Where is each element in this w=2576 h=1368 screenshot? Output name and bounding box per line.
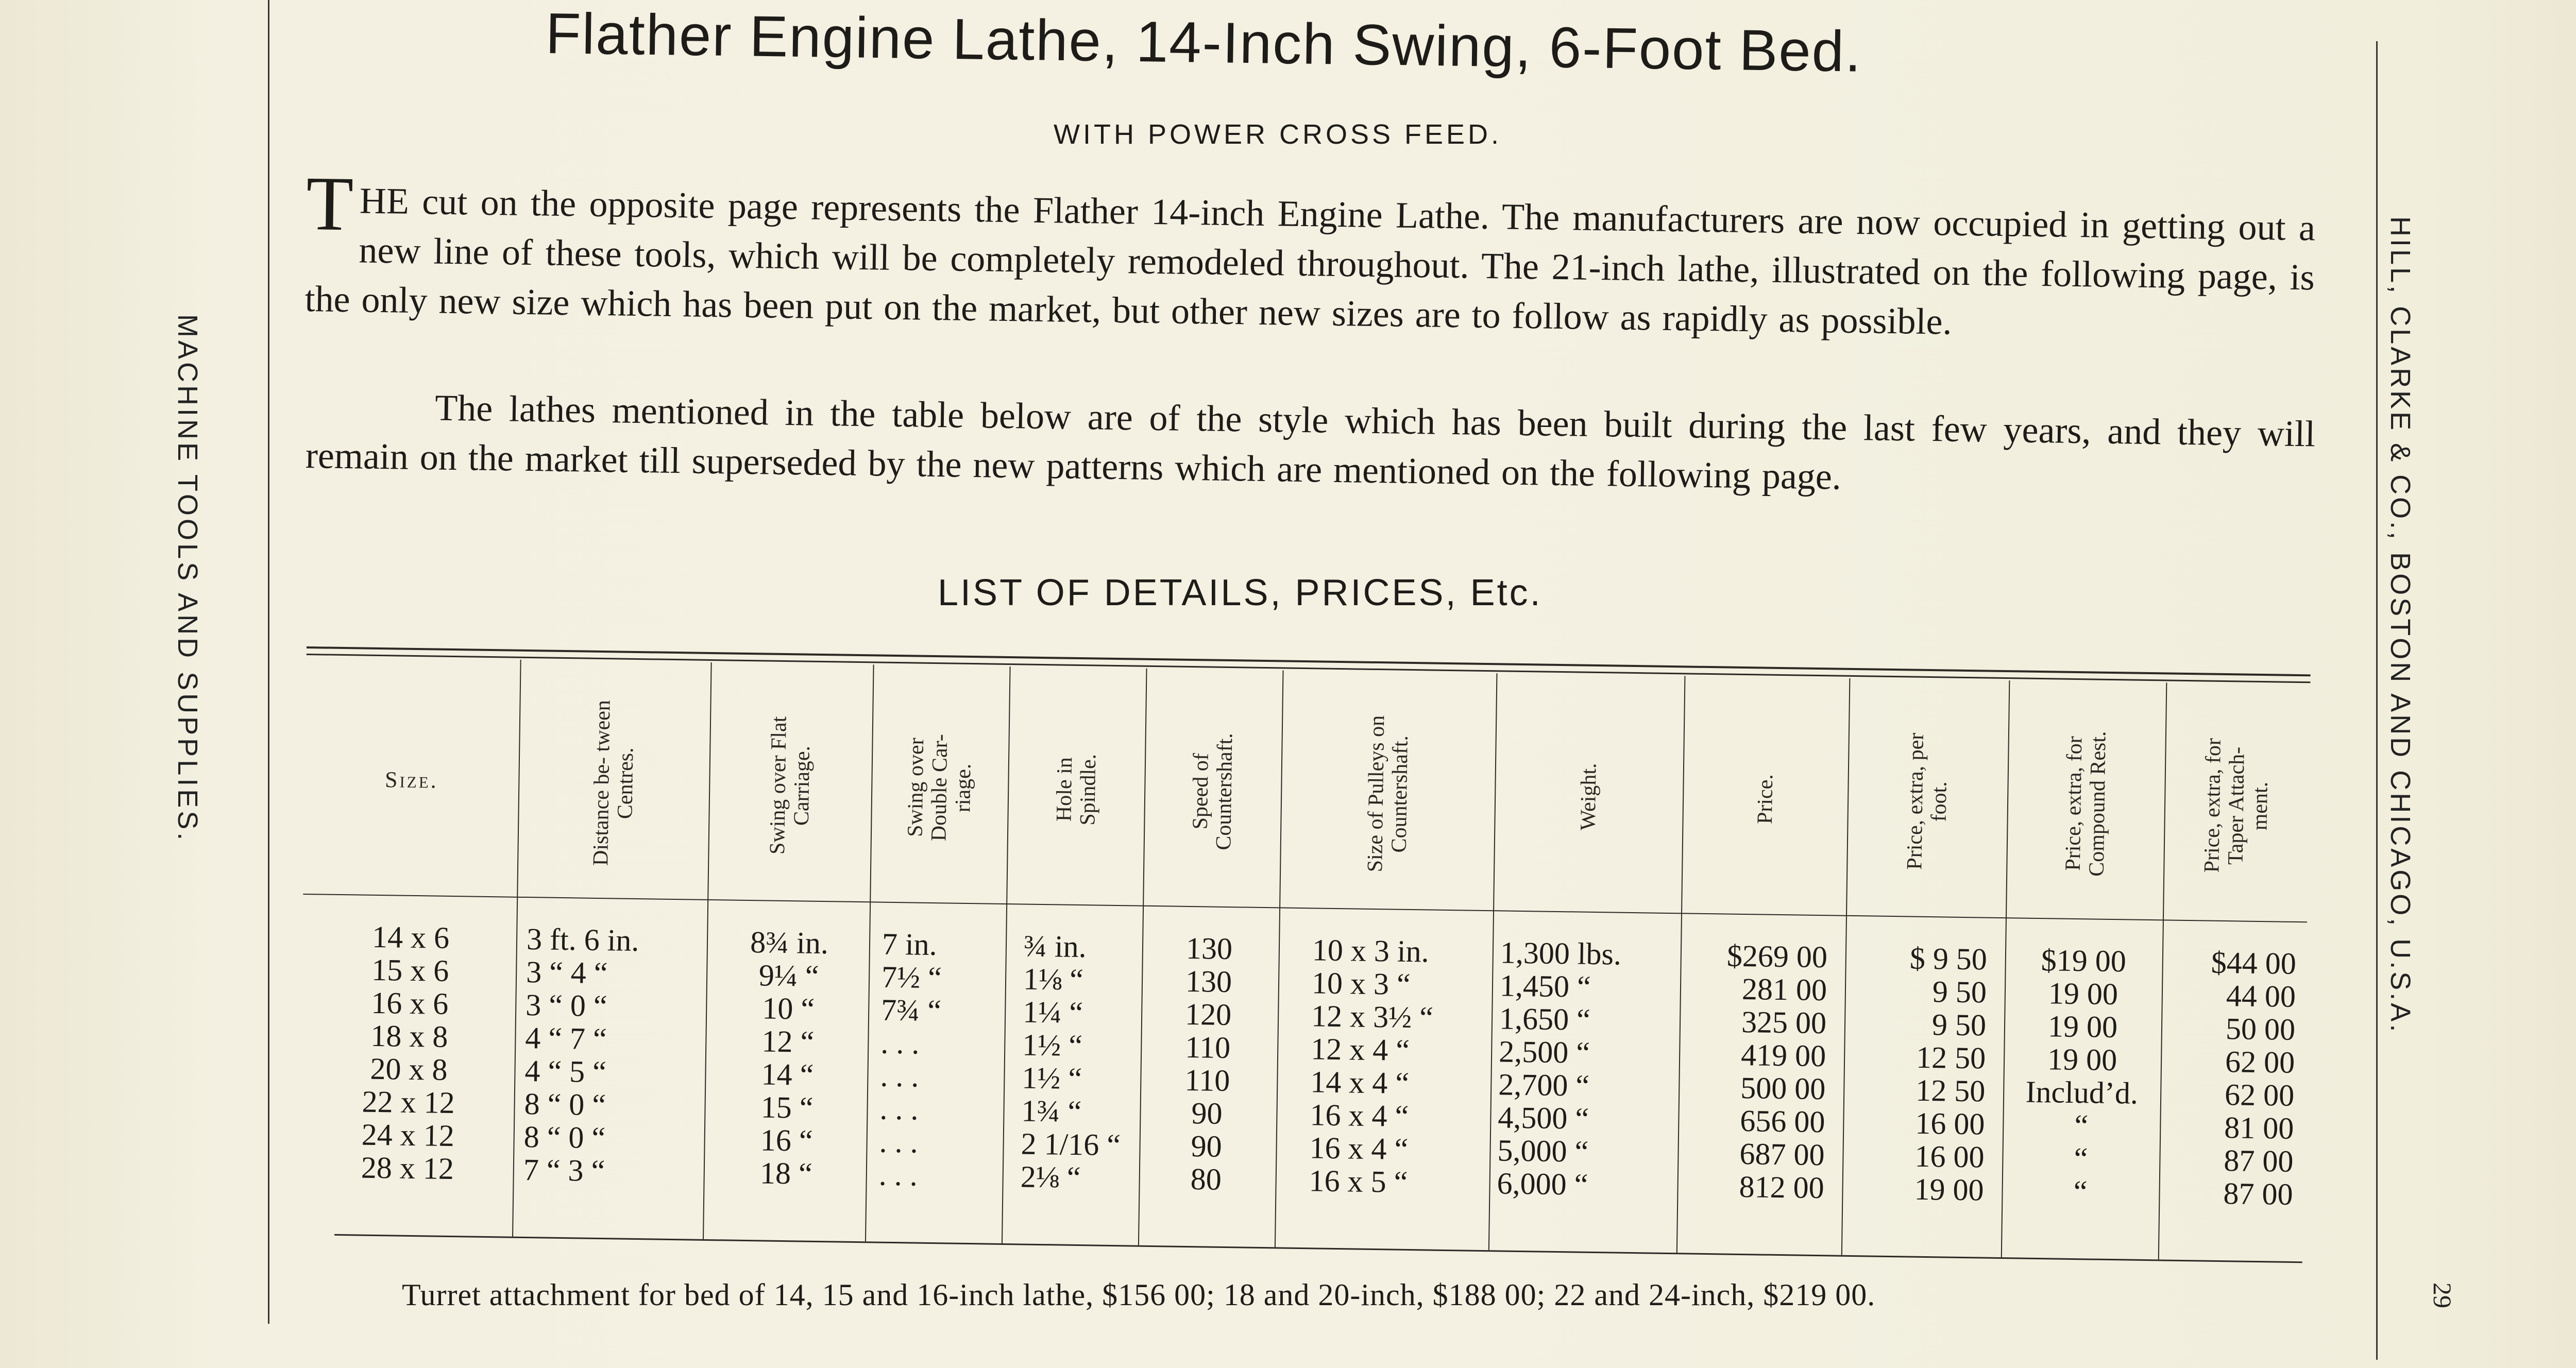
cell-swing-double: 7½ “: [881, 960, 942, 995]
cell-price-foot: 19 00: [1914, 1172, 1985, 1207]
cell-hole: 2⅛ “: [1020, 1159, 1081, 1195]
cell-pulleys: 10 x 3 in.: [1312, 933, 1430, 969]
drop-cap: T: [306, 161, 354, 247]
column-price-foot: [1850, 941, 1987, 1207]
cell-swing-double: . . .: [880, 1025, 920, 1061]
details-price-table: [298, 646, 2311, 1279]
header-speed-text: Speed of Countershaft.: [1188, 732, 1238, 850]
header-price-taper: [2163, 694, 2310, 917]
cell-swing-double: . . .: [879, 1124, 919, 1159]
cell-hole: 1½ “: [1022, 1028, 1083, 1063]
header-speed: [1143, 680, 1282, 903]
second-paragraph: The lathes mentioned in the table below are of the style which has been built during the last few years, and they will remain on the market till superseded by the new patterns which are mentioned on the following page.: [305, 387, 2316, 498]
right-border-rule: [2376, 41, 2378, 1360]
cell-weight: 1,450 “: [1499, 968, 1591, 1004]
cell-price-foot: 16 00: [1914, 1106, 1985, 1141]
header-hole: [1006, 678, 1146, 901]
cell-price: 419 00: [1740, 1037, 1826, 1073]
cell-swing-flat: 9¼ “: [758, 958, 819, 993]
cell-price-taper: 50 00: [2225, 1012, 2296, 1047]
cell-speed: 80: [1190, 1162, 1222, 1196]
cell-swing-double: . . .: [879, 1091, 919, 1126]
cell-distance: 4 “ 7 “: [524, 1021, 607, 1056]
cell-speed: 130: [1185, 931, 1233, 966]
column-price: [1685, 939, 1827, 1205]
header-swing-double-text: Swing over Double Car- riage.: [903, 733, 976, 842]
cell-weight: 6,000 “: [1497, 1166, 1588, 1202]
cell-price-compound: Includ’d.: [2025, 1074, 2139, 1110]
page-number: 29: [2428, 1282, 2457, 1308]
cell-price-compound: 19 00: [2047, 1042, 2117, 1078]
cell-size: 28 x 12: [361, 1150, 454, 1186]
cell-swing-double: . . .: [880, 1058, 919, 1093]
cell-price-taper: 81 00: [2224, 1110, 2294, 1145]
cell-price-foot: 12 50: [1916, 1040, 1986, 1075]
cell-price-foot: $ 9 50: [1909, 941, 1988, 977]
cell-hole: 1¼ “: [1022, 995, 1083, 1030]
cell-size: 20 x 8: [370, 1051, 448, 1087]
header-price: [1681, 687, 1849, 911]
column-swing-flat: [711, 925, 864, 1191]
cell-distance: 3 “ 0 “: [525, 988, 608, 1023]
table-bottom-rule: [334, 1234, 2302, 1263]
header-price-foot-text: Price, extra, per foot.: [1903, 732, 1952, 870]
header-swing-flat-text: Swing over Flat Carriage.: [765, 716, 815, 855]
cell-pulleys: 16 x 4 “: [1309, 1131, 1409, 1166]
intro-paragraph-text: HE cut on the opposite page represents the Flather 14-inch Engine Lathe. The manufacturers are now occupied in getting out a new line of these tools, which will be completely remodeled throughout. The 21-inch lathe, illustrated on the following page, is the only new size which has been put on the market, but other new sizes are to follow as rapidly as possible.: [304, 180, 2316, 343]
header-size-text: Size.: [384, 767, 439, 793]
header-price-compound-text: Price, extra, for Compound Rest.: [2061, 731, 2111, 877]
left-border-rule: [268, 0, 269, 1324]
cell-weight: 4,500 “: [1497, 1100, 1589, 1136]
cell-distance: 4 “ 5 “: [524, 1053, 607, 1089]
cell-pulleys: 16 x 4 “: [1310, 1098, 1409, 1133]
cell-price-taper: 44 00: [2226, 979, 2296, 1014]
cell-swing-flat: 14 “: [761, 1057, 814, 1092]
header-swing-flat: [707, 674, 873, 897]
column-weight: [1497, 936, 1675, 1202]
cell-swing-double: 7¾ “: [880, 993, 942, 1028]
cell-pulleys: 14 x 4 “: [1310, 1065, 1410, 1100]
cell-weight: 2,700 “: [1498, 1067, 1590, 1103]
header-price-compound: [2006, 692, 2166, 915]
cell-size: 14 x 6: [371, 919, 450, 955]
header-price-taper-text: Price, extra, for Taper Attach- ment.: [2200, 738, 2273, 873]
cell-weight: 2,500 “: [1498, 1034, 1590, 1070]
side-caption-right: HILL, CLARKE & CO., BOSTON AND CHICAGO, U.S.A.: [2385, 216, 2416, 1035]
cell-swing-flat: 16 “: [760, 1123, 813, 1158]
column-size: [330, 920, 488, 1186]
cell-price: $269 00: [1726, 938, 1828, 974]
cell-speed: 120: [1184, 997, 1232, 1032]
cell-price: 500 00: [1740, 1070, 1826, 1106]
cell-price-foot: 16 00: [1914, 1139, 1985, 1174]
column-price-compound: [2004, 943, 2160, 1209]
cell-pulleys: 12 x 4 “: [1310, 1032, 1410, 1067]
cell-distance: 8 “ 0 “: [523, 1119, 606, 1155]
column-pulleys: [1309, 933, 1487, 1200]
cell-price-taper: 62 00: [2225, 1045, 2295, 1080]
cell-swing-flat: 18 “: [759, 1156, 813, 1191]
cell-swing-flat: 12 “: [761, 1024, 815, 1059]
cell-weight: 5,000 “: [1497, 1133, 1589, 1169]
cell-hole: 1¾ “: [1021, 1093, 1082, 1129]
cell-size: 18 x 8: [370, 1018, 448, 1054]
cell-pulleys: 12 x 3½ “: [1311, 999, 1434, 1035]
cell-swing-double: . . .: [878, 1157, 918, 1192]
cell-price-compound: 19 00: [2047, 1009, 2118, 1045]
cell-price: 812 00: [1739, 1169, 1825, 1205]
cell-price-compound: “: [2074, 1141, 2088, 1176]
cell-distance: 7 “ 3 “: [523, 1152, 605, 1188]
column-speed: [1144, 931, 1271, 1196]
header-price-text: Price.: [1753, 774, 1777, 825]
intro-paragraph: [304, 161, 2316, 351]
cell-price: 281 00: [1741, 971, 1827, 1007]
side-caption-left: MACHINE TOOLS AND SUPPLIES.: [172, 314, 203, 844]
cell-price-taper: 87 00: [2223, 1176, 2293, 1211]
header-swing-double: [870, 676, 1009, 899]
cell-swing-flat: 10 “: [761, 991, 815, 1026]
header-distance-text: Distance be- tween Centres.: [589, 699, 638, 866]
header-weight: [1493, 685, 1684, 909]
header-pulleys: [1279, 681, 1496, 906]
cell-size: 24 x 12: [361, 1117, 455, 1153]
cell-distance: 3 ft. 6 in.: [526, 922, 639, 958]
cell-price-compound: 19 00: [2048, 976, 2119, 1012]
cell-price-taper: $44 00: [2211, 945, 2297, 981]
cell-swing-double: 7 in.: [882, 927, 938, 962]
header-pulleys-text: Size of Pulleys on Countershaft.: [1363, 715, 1413, 873]
cell-swing-flat: 15 “: [760, 1090, 814, 1125]
turret-attachment-footnote: Turret attachment for bed of 14, 15 and 16-inch lathe, $156 00; 18 and 20-inch, $188 00; 22 and 24-inch, $219 00.: [402, 1278, 1876, 1312]
cell-speed: 130: [1185, 964, 1232, 999]
header-hole-text: Hole in Spindle.: [1052, 754, 1100, 826]
cell-weight: 1,300 lbs.: [1500, 935, 1622, 971]
cell-hole: 1⅛ “: [1023, 962, 1084, 997]
cell-price: 656 00: [1739, 1103, 1825, 1139]
cell-hole: ¾ in.: [1023, 929, 1087, 964]
column-price-taper: [2164, 945, 2296, 1210]
cell-speed: 90: [1191, 1096, 1223, 1131]
cell-price-foot: 12 50: [1915, 1073, 1986, 1108]
cell-price-taper: 87 00: [2223, 1143, 2294, 1178]
cell-speed: 90: [1191, 1129, 1223, 1164]
table-heading: LIST OF DETAILS, PRICES, Etc.: [938, 572, 1543, 613]
cell-price-compound: “: [2073, 1174, 2088, 1209]
header-price-foot: [1846, 690, 2009, 913]
cell-speed: 110: [1184, 1063, 1230, 1098]
cell-size: 15 x 6: [371, 952, 449, 988]
cell-size: 16 x 6: [370, 985, 449, 1021]
page-subtitle: WITH POWER CROSS FEED.: [1054, 119, 1502, 150]
cell-price-taper: 62 00: [2224, 1078, 2295, 1113]
cell-size: 22 x 12: [362, 1084, 455, 1120]
cell-hole: 2 1/16 “: [1021, 1126, 1121, 1162]
cell-price-compound: “: [2074, 1108, 2089, 1143]
cell-distance: 8 “ 0 “: [524, 1086, 606, 1122]
cell-weight: 1,650 “: [1499, 1001, 1591, 1037]
cell-pulleys: 16 x 5 “: [1309, 1164, 1408, 1199]
cell-price: 325 00: [1741, 1004, 1827, 1040]
column-swing-double: [878, 928, 1001, 1193]
header-distance: [517, 671, 710, 895]
cell-price-foot: 9 50: [1931, 1007, 1987, 1042]
cell-pulleys: 10 x 3 “: [1311, 966, 1411, 1001]
cell-speed: 110: [1184, 1030, 1231, 1065]
cell-distance: 3 “ 4 “: [526, 955, 608, 990]
cell-swing-flat: 8¾ in.: [750, 925, 829, 961]
cell-price-foot: 9 50: [1932, 974, 1987, 1010]
cell-price-compound: $19 00: [2041, 943, 2127, 979]
header-size: [303, 668, 520, 893]
column-distance: [523, 922, 702, 1189]
cell-hole: 1½ “: [1021, 1061, 1082, 1096]
page-title: Flather Engine Lathe, 14-Inch Swing, 6-Foot Bed.: [545, 1, 1862, 84]
column-hole: [1020, 929, 1137, 1194]
cell-price: 687 00: [1739, 1136, 1825, 1172]
header-weight-text: Weight.: [1576, 763, 1601, 831]
